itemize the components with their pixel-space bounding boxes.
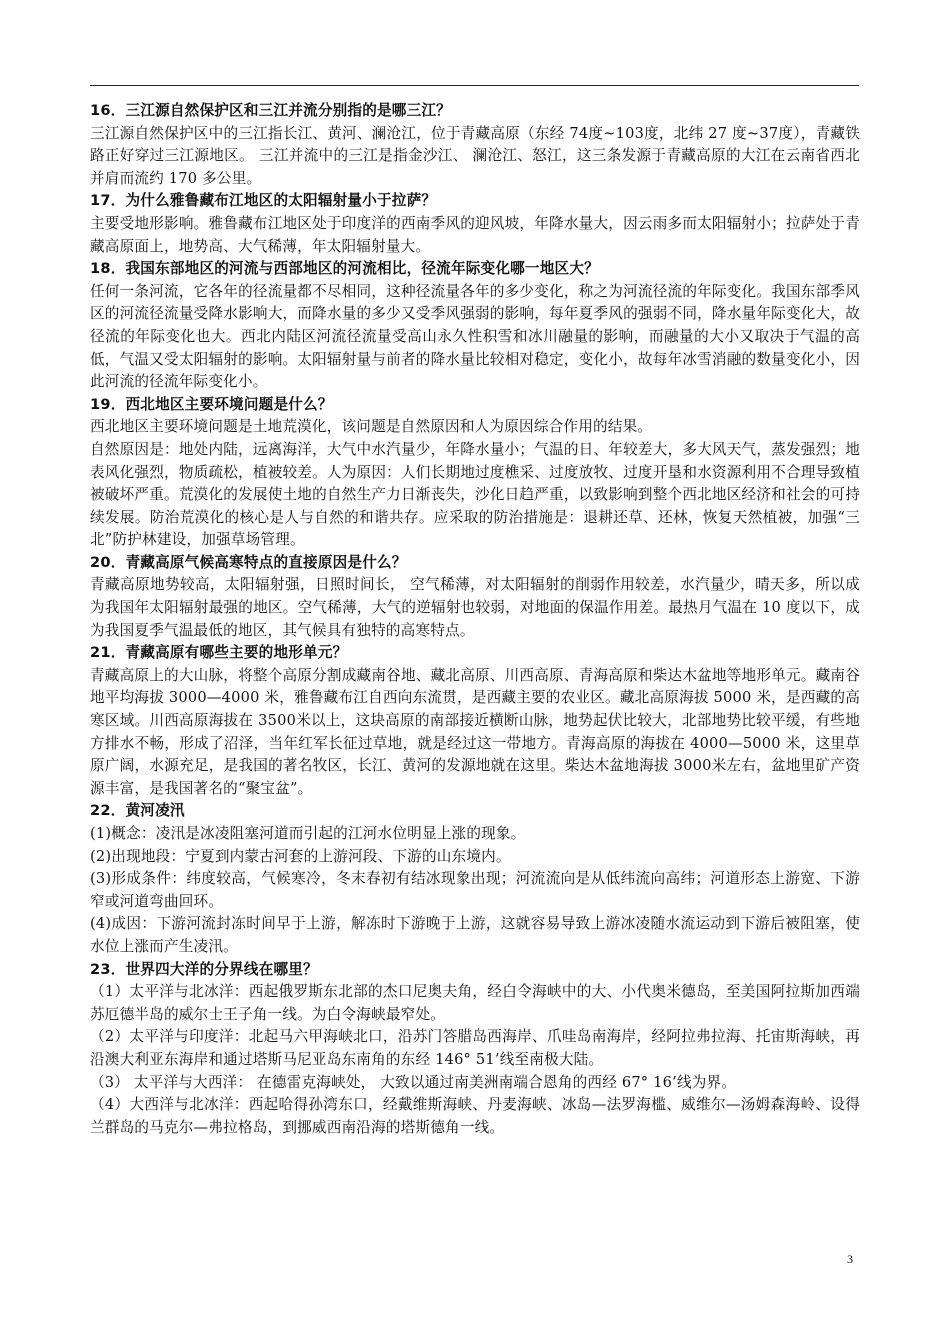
question-heading: 20．青藏高原气候高寒特点的直接原因是什么？ [90,553,407,571]
question-heading: 19．西北地区主要环境问题是什么？ [90,395,333,413]
section-23 [90,959,860,1140]
answer-item: (1)概念：凌汛是冰凌阻塞河道而引起的江河水位明显上涨的现象。 [90,825,526,842]
answer-item: (2)出现地段：宁夏到内蒙古河套的上游河段、下游的山东境内。 [90,847,511,865]
section-21 [90,642,860,800]
answer-paragraph: 自然原因是：地处内陆，远离海洋，大气中水汽量少，年降水量小；气温的日、年较差大，多大风天气，蒸发强烈；地表风化强烈，物质疏松，植被较差。人为原因：人们长期地过度樵采、过度放牧、过度开垦和水资源利用不合理导致植被破坏严重。荒漠化的发展使土地的自然生产力日渐丧失，沙化日趋严重，以致影响到整个西北地区经济和社会的可持续发展。防治荒漠化的核心是人与自然的和谐共存。应采取的防治措施是：退耕还草、还林，恢复天然植被，加强“三北”防护林建设，加强草场管理。 [90,440,860,549]
section-20 [90,552,860,642]
page-number: 3 [847,1252,853,1266]
answer-paragraph: 青藏高原上的大山脉，将整个高原分割成藏南谷地、藏北高原、川西高原、青海高原和柴达木盆地等地形单元。藏南谷地平均海拔 3000—4000 米，雅鲁藏布江自西向东流贯，是西藏主要的农业区。藏北高原海拔 5000 米，是西藏的高寒区域。川西高原海拔在 3500米以上，这块高原的南部接近横断山脉，地势起伏比较大，北部地势比较平缓，有些地方排水不畅，形成了沼泽，当年红军长征过草地，就是经过这一带地方。青海高原的海拔在 4000—5000 米，这里草原广阔，水源充足，是我国的著名牧区，长江、黄河的发源地就在这里。柴达木盆地海拔 3000米左右，盆地里矿产资源丰富，是我国著名的“聚宝盆”。 [90,666,860,797]
answer-paragraph: 西北地区主要环境问题是土地荒漠化，该问题是自然原因和人为原因综合作用的结果。 [90,418,653,436]
question-heading: 16．三江源自然保护区和三江并流分别指的是哪三江？ [90,102,451,119]
answer-paragraph: 青藏高原地势较高，太阳辐射强，日照时间长， 空气稀薄，对太阳辐射的削弱作用较差，水汽量少，晴天多，所以成为我国年太阳辐射最强的地区。空气稀薄，大气的逆辐射也较弱，对地面的保温作用差。最热月气温在 10 度以下，成为我国夏季气温最低的地区，其气候具有独特的高寒特点。 [90,576,860,639]
question-heading: 17．为什么雅鲁藏布江地区的太阳辐射量小于拉萨？ [90,192,437,210]
question-heading: 23．世界四大洋的分界线在哪里？ [90,960,318,978]
document-body [90,100,860,1139]
answer-item: （3） 太平洋与大西洋： 在德雷克海峡处， 大致以通过南美洲南端合恩角的西经 67° 16’线为界。 [90,1073,737,1091]
question-heading: 22．黄河凌汛 [90,802,185,820]
question-heading: 21．青藏高原有哪些主要的地形单元？ [90,644,348,662]
answer-paragraph: 任何一条河流，它各年的径流量都不尽相同，这种径流量各年的多少变化，称之为河流径流的年际变化。我国东部季风区的河流径流量受降水影响大，而降水量的多少又受季风强弱的影响，每年夏季风的强弱不同，降水量年际变化大，故径流的年际变化也大。西北内陆区河流径流量受高山永久性积雪和冰川融量的影响，而融量的大小又取决于气温的高低，气温又受太阳辐射的影响。太阳辐射量与前者的降水量比较相对稳定，变化小，故每年冰雪消融的数量变化小，因此河流的径流年际变化小。 [90,282,860,391]
section-18 [90,258,860,394]
section-17 [90,190,860,258]
section-22 [90,800,860,958]
answer-paragraph: 主要受地形影响。雅鲁藏布江地区处于印度洋的西南季风的迎风坡，年降水量大，因云雨多而太阳辐射小；拉萨处于青藏高原面上，地势高、大气稀薄，年太阳辐射量大。 [90,214,860,255]
answer-item: （4）大西洋与北冰洋：西起哈得孙湾东口，经戴维斯海峡、丹麦海峡、冰岛—法罗海槛、威维尔—汤姆森海岭、设得兰群岛的马克尔—弗拉格岛，到挪威西南沿海的塔斯德角一线。 [90,1096,860,1136]
answer-paragraph: 三江源自然保护区中的三江指长江、黄河、澜沧江，位于青藏高原（东经 74度~103度，北纬 27 度~37度），青藏铁路正好穿过三江源地区。 三江并流中的三江是指金沙江、 澜沧江、怒江，这三条发源于青藏高原的大江在云南省西北并肩而流约 170 多公里。 [90,124,860,187]
answer-item: (3)形成条件：纬度较高，气候寒冷，冬末春初有结冰现象出现；河流流向是从低纬流向高纬；河道形态上游宽、下游窄或河道弯曲回环。 [90,870,860,910]
section-19 [90,394,860,552]
answer-item: （2）太平洋与印度洋：北起马六甲海峡北口，沿苏门答腊岛西海岸、爪哇岛南海岸，经阿拉弗拉海、托宙斯海峡，再沿澳大利亚东海岸和通过塔斯马尼亚岛东南角的东经 146° 51’线至南极大陆。 [90,1028,860,1068]
answer-item: (4)成因：下游河流封冻时间早于上游，解冻时下游晚于上游，这就容易导致上游冰凌随水流运动到下游后被阻塞，使水位上涨而产生凌汛。 [90,915,860,955]
question-heading: 18．我国东部地区的河流与西部地区的河流相比，径流年际变化哪一地区大？ [90,260,599,278]
header-rule [90,85,859,86]
section-16 [90,100,860,190]
answer-item: （1）太平洋与北冰洋：西起俄罗斯东北部的杰口尼奥夫角，经白令海峡中的大、小代奥米德岛，至美国阿拉斯加西端苏厄德半岛的威尔士王子角一线。为白令海峡最窄处。 [90,983,860,1023]
